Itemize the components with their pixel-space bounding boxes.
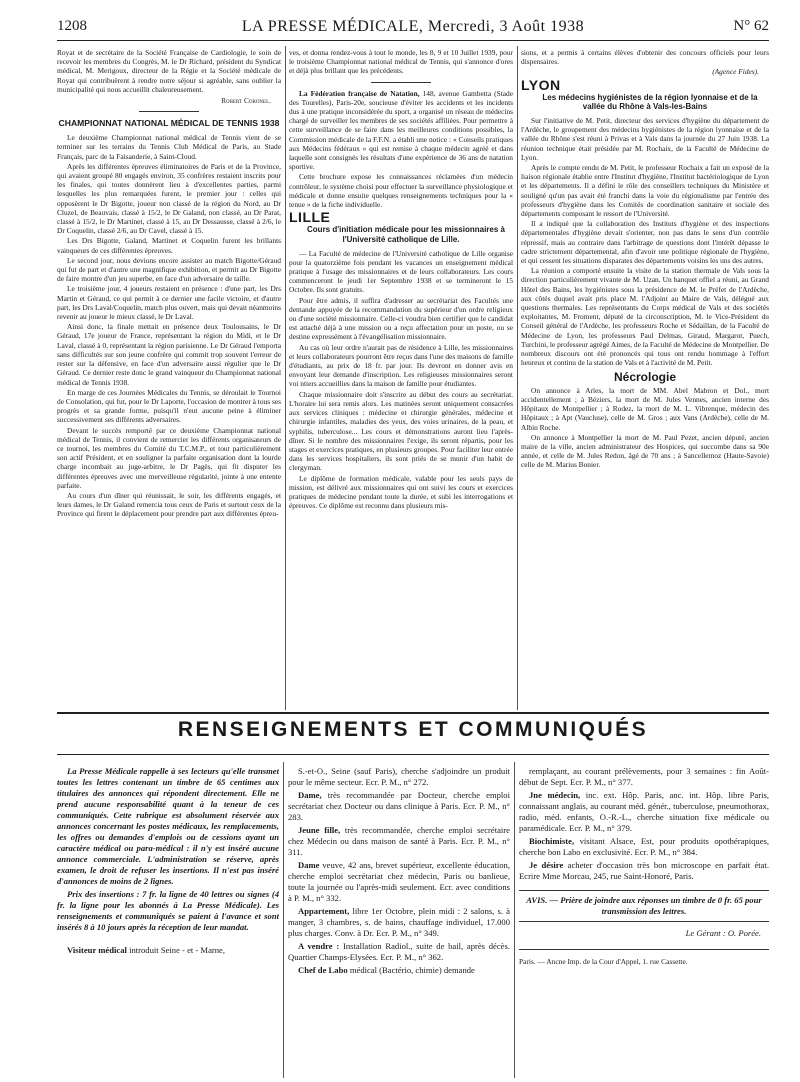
ad-lead: A vendre :: [298, 941, 340, 951]
separator: [519, 949, 769, 950]
section-rule: [57, 712, 769, 714]
natation-paragraph: Cette brochure expose les connaissances réclamées d'un médecin contrôleur, le système choisi pour effectuer la surveillance physiologique et médicale et donne ensuite quelques renseignements techniques pour la « tenue » de la fiche individuelle.: [289, 172, 513, 210]
ad-lead: Jeune fille,: [298, 825, 341, 835]
tennis-paragraph: Le deuxième Championnat national médical de Tennis vient de se terminer sur les terrains du Tennis Club Médical de Paris, au Stade Français, parc de la Faisanderie, à Saint-Cloud.: [57, 133, 281, 161]
communiques-banner: RENSEIGNEMENTS ET COMMUNIQUÉS: [177, 718, 649, 741]
ad-lead: Biochimiste,: [529, 836, 575, 846]
ad-lead: Dame: [298, 860, 320, 870]
necrology-paragraph: On annonce à Arles, la mort de MM. Abel Mabron et Dol., mort accidentellement ; à Béziers, la mort de M. Jules Vennes, ancien interne des Hôpitaux de Montpellier ; à Rodez, la mort de M. L. Vibrenque, médecin des Hôpitaux ; à Apt (Vaucluse), celle de M. Gros ; aux Vans (Ardèche), celle de M. Albin Roche.: [521, 385, 769, 432]
separator: [371, 82, 431, 83]
ad-text: introduit Seine - et - Marne,: [126, 945, 226, 955]
lille-paragraph: Le diplôme de formation médicale, valable pour les seuls pays de mission, est délivré aux missionnaires qui ont suivi les cours et exercices pratiques de médecine pendant toute la durée, et subi les interrogations et épreuves. Ce diplôme est reconnu dans plusieurs mis-: [289, 473, 513, 511]
bottom-column-2: [288, 766, 510, 1076]
lyon-subtitle: Les médecins hygiénistes de la région lyonnaise et de la vallée du Rhône à Vals-les-Bains: [542, 92, 758, 112]
lyon-paragraph: Il a indiqué que la collaboration des Instituts d'hygiène et des inspections départementales d'hygiène devait s'orienter, non pas dans le sens d'un contrôle répressif, mais au contraire dans l'arbitrage de questions dont l'intérêt dépasse le cadre strictement départemental, afin d'avoir une politique régionale de l'hygiène, et qui cessent les situations disparates des départements voisins les uns des autres.: [521, 219, 769, 266]
column-1: [57, 48, 281, 710]
lille-paragraph: Chaque missionnaire doit s'inscrire au début des cours au secrétariat. L'horaire lui sera remis alors. Les matinées seront uniquement consacrées aux services cliniques : médecine et chirurgie générales, médecine et chirurgie infantiles, maladies des yeux, des voies urinaires, de la peau, et syphilis, tuberculose... Les cours et démonstrations auront lieu l'après-dîner. Si le nombre des missionnaires l'exige, ils seront répartis, pour les stages et exercices pratiques, en plusieurs groupes. Pour faciliter leur entrée dans les services hospitaliers, ils sont priés de se munir d'un habit de clergyman.: [289, 389, 513, 473]
journal-title: LA PRESSE MÉDICALE, Mercredi, 3 Août 1938: [241, 18, 585, 35]
column-divider: [283, 762, 284, 1078]
lille-paragraph: Au cas où leur ordre n'aurait pas de résidence à Lille, les missionnaires et leurs collaborateurs pourront être reçus dans l'une des maisons de famille d'étudiants, au prix de 18 fr. par jour. Ils devront en donner avis en envoyant leur demande d'inscription. Les religieuses missionnaires seront voi ntiers accueillies dans la maison de famille pour étudiantes.: [289, 342, 513, 389]
lyon-paragraph: Sur l'initiative de M. Petit, directeur des services d'hygiène du département de l'Ardèche, le groupement des médecins hygiénistes de la région lyonnaise et de la vallée du Rhône s'est réuni à Privas et à Vals dans la journée du 27 Juin 1938. La réunion technique était présidée par M. Rochaix, de la Faculté de Médecine de Lyon.: [521, 116, 769, 162]
ad-lead: Jne médecin,: [529, 790, 581, 800]
column-2: [289, 48, 513, 710]
lille-continued: sions, et a permis à certains élèves d'obtenir des concours officiels pour leurs dispensaires.: [521, 48, 769, 67]
page-number: 1208: [57, 18, 87, 34]
necrology-paragraph: On annonce à Montpellier la mort de M. Paul Pezet, ancien député, ancien maire de la ville, ancien administrateur des Hospices, qui succombe dans sa 90e année, et celle de M. Jules Redon, âgé de 70 ans ; à Sancellemoz (Haute-Savoie) celle de M. Marius Bonier.: [521, 432, 769, 470]
tennis-title: CHAMPIONNAT NATIONAL MÉDICAL DE TENNIS 1938: [58, 118, 280, 129]
ad-lead: Dame,: [298, 790, 322, 800]
column-divider: [517, 46, 518, 710]
lille-heading: LILLE: [289, 209, 331, 226]
tennis-paragraph: Devant le succès remporté par ce deuxième Championnat national médical de Tennis, il convient de remercier les différents organisateurs de ce tournoi, les membres du Comité du T.C.M.P., et tout particulièrement son actif Président, et en souligner la parfaite organisation dont la lourde charge incombait au juge-arbitre, le Dr Pagès, qui fit disputer les différentes épreuves avec une merveilleuse régularité, jointe à une entente parfaite.: [57, 425, 281, 490]
issue-number: N° 62: [733, 18, 769, 34]
tennis-paragraph: Au cours d'un dîner qui réunissait, le soir, les différents engagés, et leurs dames, le Dr Galand remercia tous ceux de Paris et surtout ceux de la Province qui firent le déplacement pour prendre part aux différentes épreu-: [57, 490, 281, 519]
necrology-heading: Nécrologie: [613, 370, 676, 385]
lille-subtitle: Cours d'initiation médicale pour les missionnaires à l'Université catholique de Lille.: [307, 225, 505, 245]
ad-lead: Appartement,: [298, 906, 350, 916]
tennis-paragraph: Ainsi donc, la finale mettait en présence deux Toulousains, le Dr Géraud, 17e joueur de France, représentant la région du Midi, et le Dr Laval, classé à 0, représentant la région parisienne. Le Dr Géraud l'emporta sans difficultés sur son jeune confrère qui commit trop souvent l'erreur de rester sur la défensive, en face d'un adversaire aussi régulier que le Dr Géraud. Ce dernier reste donc le grand vainqueur du Championnat national médical de Tennis 1938.: [57, 322, 281, 387]
avis-notice: AVIS. — Prière de joindre aux réponses un timbre de 0 fr. 65 pour transmission des lettres.: [526, 895, 762, 916]
tennis-continued: ves, et donna rendez-vous à tout le monde, les 8, 9 et 10 Juillet 1939, pour le troisième Championnat national médical de Tennis, qui s'annonce d'ores et déjà plus brillant que les précédents.: [289, 48, 513, 76]
ad-text: médical (Bactério, chimie) demande: [347, 965, 475, 975]
tennis-paragraph: Le troisième jour, 4 joueurs restaient en présence : d'une part, les Drs Martin et Géraud, ce qui permit à ce dernier une facile victoire, et d'autre part, les Drs Laval/Coquelin, match plus ouvert, mais qui devait néanmoins revenir au joueur le mieux classé, le Dr Laval.: [57, 284, 281, 322]
separator: [139, 111, 199, 112]
lille-paragraph: — La Faculté de médecine de l'Université catholique de Lille organise pour la quatorzième fois pendant les vacances un enseignement médical pratique à l'usage des missionnaires et de leurs collaborateurs. Les cours commenceront le jeudi 1er Septembre 1938 et se termineront le 15 Octobre. Ils sont gratuits.: [289, 248, 513, 295]
ad-lead: Je désire: [529, 860, 564, 870]
royat-signature: Robert Coronel.: [221, 96, 271, 106]
tennis-paragraph: Le second jour, nous devions encore assister au match Bigotte/Géraud qui fut de part et d'autre une magnifique exhibition, et permit au Dr Bigotte de faire montre d'un jeu superbe, en face d'un adversaire de taille.: [57, 255, 281, 284]
ad-lead: Chef de Labo: [298, 965, 348, 975]
banner-rule: [57, 754, 769, 755]
separator: [519, 890, 769, 891]
tennis-paragraph: En marge de ces Journées Médicales du Tennis, se déroulait le Tournoi de Consolation, qui fut, pour le Dr Laporte, l'occasion de montrer à tous ses progrès et sa grande forme, puisqu'il n'eut aucune peine à éliminer successivement ses différents adversaires.: [57, 387, 281, 425]
natation-text: 148, avenue Gambetta (Stade des Tourelles), Paris-20e, soucieuse d'éviter les accidents et les incidents dus à une pratique inconsidérée du sport, a organisé un réseau de médecins chargé de surveiller les membres de ses sociétés affiliées. Pour permettre à cette surveillance de se faire dans les meilleures conditions possibles, la Commission médicale de la F.F.N. a établi une notice : « Conseils pratiques aux Médecins fédéraux » qui est remise à chaque médecin agréé et dans laquelle sont consignés les résultats d'une expérience de 36 ans de natation sportive.: [289, 88, 513, 172]
ad-text: Installation Radiol., suite de bail, après décès. Quartier Champs-Elysées. Ecr. P. M., n° 362.: [288, 941, 510, 962]
column-divider: [514, 762, 515, 1078]
ad-text: libre 1er Octobre, plein midi : 2 salons, s. à manger, 3 chambres, s. de bains, chauffage individuel, 17.000 plus charges. Conv. à Dr. Ecr. P. M., n° 349.: [288, 906, 510, 938]
bottom-column-3: [519, 766, 769, 1076]
natation-lead: La Fédération française de Natation,: [299, 88, 420, 98]
ad-text: veuve, 42 ans, brevet supérieur, excellente éducation, cherche emploi secrétariat chez médecin, Paris ou banlieue, toute la journée ou l'après-midi seulement. Ecr. avec conditions à P. M., n° 332.: [288, 860, 510, 903]
agency-credit: (Agence Fides).: [712, 67, 759, 77]
separator: [519, 921, 769, 922]
gerant-signature: Le Gérant : O. Porée.: [685, 928, 761, 938]
printer-imprint: Paris. — Ancne Imp. de la Cour d'Appel, 1. rue Cassette.: [519, 957, 688, 966]
ad-text: S.-et-O., Seine (sauf Paris), cherche s'adjoindre un produit pour le même secteur. Ecr. P. M., n° 272.: [288, 766, 510, 787]
lyon-paragraph: La réunion a comporté ensuite la visite de la station thermale de Vals sous la direction particulièrement vivante de M. Uzan. Un banquet offiel a réuni, au Grand Hôtel des Bains, les hygiénistes sous la présidence de M. le Préfet de l'Ardèche, aux côtés duquel avait pris place M. l'Adjoint au Maire de Vals, délégué aux questions thermales. Les représentants du Corps médical de Vals et des sociétés exploitantes, M. Froment, député de la circonscription, M. le Vice-Président du Conseil général de l'Ardèche, les professeurs Roche et Sédaillan, de la Faculté de Médecine de Lyon, les professeurs Paul Delmas, Giraud, Margarot, Puech, Turchini, le professeur agrégé Aimes, de la Faculté de Médecine de Montpellier. De nombreux discours ont été prononcés qui tous ont rendu hommage à l'effort heureux et continu de la station de Vals et à l'activité de M. Petit.: [521, 266, 769, 368]
ad-text: visitant Alsace, Est, pour produits opothérapiques, cherche bon Labo en exclusivité. Ecr. P. M., n° 384.: [519, 836, 769, 857]
royat-text: Royat et de secrétaire de la Société Française de Cardiologie, le soin de recevoir les membres du Congrès, M. le Dr Richard, président du Syndicat médical, M. Merigoux, directeur de la Régie et la Société médicale de Royat qui contribuèrent à rendre notre séjour si agréable, sans oublier la municipalité qui nous accueillit chaleureusement.: [57, 48, 281, 94]
insertion-prices: Prix des insertions : 7 fr. la ligne de 40 lettres ou signes (4 fr. la ligne pour les abonnés à La Presse Médicale). Les renseignements et communiqués se paient à l'avance et sont insérés 8 à 10 jours après la réception de leur mandat.: [57, 889, 279, 932]
ad-lead: Visiteur médical: [67, 945, 127, 955]
ad-text: remplaçant, au courant prélèvements, pour 3 semaines : fin Août-début de Sept. Ecr. P. M., n° 377.: [519, 766, 769, 787]
tennis-paragraph: Les Drs Bigotte, Galand, Martinet et Coquelin furent les brillants vainqueurs de ces différentes épreuves.: [57, 236, 281, 255]
lille-paragraph: Pour être admis, il suffira d'adresser au secrétariat des Facultés une demande appuyée de la recommandation du supérieur d'un ordre religieux ou d'une société missionnaire. Celle-ci voudra bien certifier que le candidat est attaché déjà à une mission ou a reçu affectation pour un poste, ou se destine expressément à l'évangélisation missionnaire.: [289, 295, 513, 342]
lyon-heading: LYON: [521, 76, 561, 93]
column-divider: [285, 46, 286, 710]
header-rule: [57, 40, 769, 41]
bottom-column-1: [57, 766, 279, 1076]
ad-text: très recommandée par Docteur, cherche emploi secrétariat chez Docteur ou dans clinique à Paris. Ecr. P. M., n° 283.: [288, 790, 510, 822]
page-header: [57, 18, 769, 40]
ad-text: très recommandée, cherche emploi secrétaire chez Médecin ou dans maison de santé à Paris. Ecr. P. M., n° 311.: [288, 825, 510, 857]
ad-text: acheter d'occasion très bon microscope en parfait état. Ecrire Mme Morcau, 245, rue Saint-Honoré, Paris.: [519, 860, 769, 881]
column-3: [521, 48, 769, 710]
ad-text: inc. ext. Hôp. Paris, anc. int. Hôp. libre Paris, connaissant anglais, au courant méd. génér., tuberculose, pneumothorax, radio, méd. enfants, O.-R.-L., cherche situation fixe médicale ou paramédicale. Ecr. P. M., n° 379.: [519, 790, 769, 833]
lyon-paragraph: Après le compte rendu de M. Petit, le professeur Rochaix a fait un exposé de la liaison régionale établie entre l'Institut d'hygiène, l'Institut bactériologique de Lyon et les départements. Il a défini le rôle des conseillers techniques du Ministère et souligné qu'un pas avait été franchi dans la voie du régionalisme par l'entrée des professeurs d'hygiène dans les Comités de coordination sanitaire et sociale des départements composant le ressort de l'Université.: [521, 163, 769, 219]
editorial-notice: La Presse Médicale rappelle à ses lecteurs qu'elle transmet toutes les lettres contenant un timbre de 65 centimes aux titulaires des annonces qui répondent directement. Elle ne prend aucune responsabilité quant à la teneur de ces communiqués. Cette rubrique est absolument réservée aux annonces concernant les postes médicaux, les remplacements, les offres ou demandes d'emplois ou de cessions ayant un caractère médical ou para-médical : il n'y est inséré aucune annonce commerciale. L'administration se réserve, après examen, le droit de refuser les insertions. Il n'est pas inséré d'annonces de moins de 2 lignes.: [57, 766, 279, 886]
tennis-paragraph: Après les différentes épreuves éliminatoires de Paris et de la Province, qui avaient groupé 80 engagés environ, 35 confrères restaient inscrits pour les finales, qui toutes donnèrent lieu à d'excellentes parties, parmi lesquelles les plus remarquées furent, le premier jour : celles qui opposèrent le Dr Bigotte, joueur non classé de la région du Nord, au Dr Cluzel, de Beauvais, classé à 15/2, le Dr Galand, non classé, au Dr Parat, classé à 15/2, le Dr Martinet, classé à 15, au Dr Dessausse, classé à 2/6, le Dr Coquelin, classé 2/6, au Dr Cavel, classé à 15.: [57, 161, 281, 236]
